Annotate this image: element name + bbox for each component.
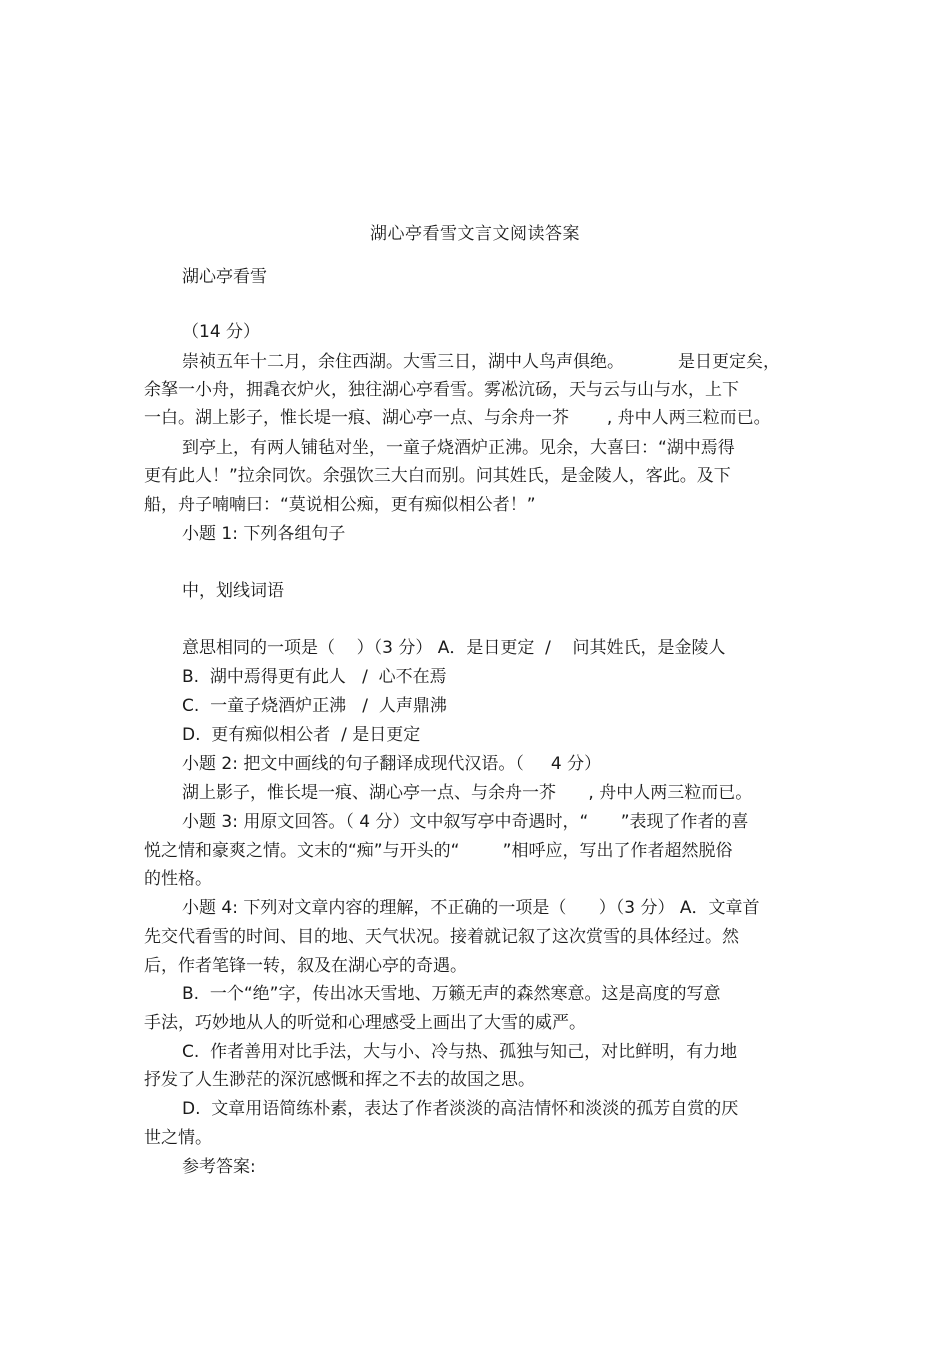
score-note: （14 分） xyxy=(182,322,261,342)
passage-line: 崇祯五年十二月，余住西湖。大雪三日，湖中人鸟声俱绝。 是日更定矣， xyxy=(182,352,781,372)
option-b: B. 湖中焉得更有此人 / 心不在焉 xyxy=(182,667,447,687)
question-4: 小题 4: 下列对文章内容的理解，不正确的一项是（ ）（3 分） A．文章首 xyxy=(182,898,760,918)
option-b-cont: 手法，巧妙地从人的听觉和心理感受上画出了大雪的威严。 xyxy=(144,1013,586,1033)
document-title: 湖心亭看雪文言文阅读答案 xyxy=(370,224,580,244)
passage-line: 更有此人！”拉余同饮。余强饮三大白而别。问其姓氏，是金陵人，客此。及下 xyxy=(144,466,731,486)
option-d: D. 更有痴似相公者 / 是日更定 xyxy=(182,725,421,745)
passage-line: 余拏一小舟，拥毳衣炉火，独往湖心亭看雪。雾凇沆砀，天与云与山与水，上下 xyxy=(144,380,739,400)
question-1: 小题 1: 下列各组句子 xyxy=(182,524,346,544)
section-heading: 湖心亭看雪 xyxy=(182,267,267,287)
answer-heading: 参考答案: xyxy=(182,1157,256,1177)
passage-line: 到亭上，有两人铺毡对坐，一童子烧酒炉正沸。见余，大喜曰：“湖中焉得 xyxy=(182,438,735,458)
passage-line: 船，舟子喃喃曰：“莫说相公痴，更有痴似相公者！” xyxy=(144,495,536,515)
question-3-cont: 悦之情和豪爽之情。文末的“痴”与开头的“ ”相呼应，写出了作者超然脱俗 xyxy=(144,841,733,861)
question-2: 小题 2: 把文中画线的句子翻译成现代汉语。（ 4 分） xyxy=(182,754,602,774)
option-c: C. 作者善用对比手法，大与小、冷与热、孤独与知己，对比鲜明，有力地 xyxy=(182,1042,738,1062)
question-3: 小题 3: 用原文回答。（ 4 分）文中叙写亭中奇遇时，“ ”表现了作者的喜 xyxy=(182,812,749,832)
option-d: D. 文章用语简练朴素，表达了作者淡淡的高洁情怀和淡淡的孤芳自赏的厌 xyxy=(182,1099,739,1119)
option-c: C. 一童子烧酒炉正沸 / 人声鼎沸 xyxy=(182,696,447,716)
option-b: B. 一个“绝”字，传出冰天雪地、万籁无声的森然寒意。这是高度的写意 xyxy=(182,984,721,1004)
question-2-sentence: 湖上影子，惟长堤一痕、湖心亭一点、与余舟一芥 , 舟中人两三粒而已。 xyxy=(182,783,753,803)
question-4-cont: 先交代看雪的时间、目的地、天气状况。接着就记叙了这次赏雪的具体经过。然 xyxy=(144,927,739,947)
question-3-cont: 的性格。 xyxy=(144,869,212,889)
question-4-cont: 后，作者笔锋一转，叙及在湖心亭的奇遇。 xyxy=(144,956,467,976)
passage-line: 一白。湖上影子，惟长堤一痕、湖心亭一点、与余舟一芥 , 舟中人两三粒而已。 xyxy=(144,408,771,428)
question-1-cont: 意思相同的一项是（ ）（3 分） A．是日更定 / 问其姓氏，是金陵人 xyxy=(182,638,726,658)
question-1-cont: 中，划线词语 xyxy=(182,581,284,601)
option-d-cont: 世之情。 xyxy=(144,1128,212,1148)
option-c-cont: 抒发了人生渺茫的深沉感慨和挥之不去的故国之思。 xyxy=(144,1070,535,1090)
